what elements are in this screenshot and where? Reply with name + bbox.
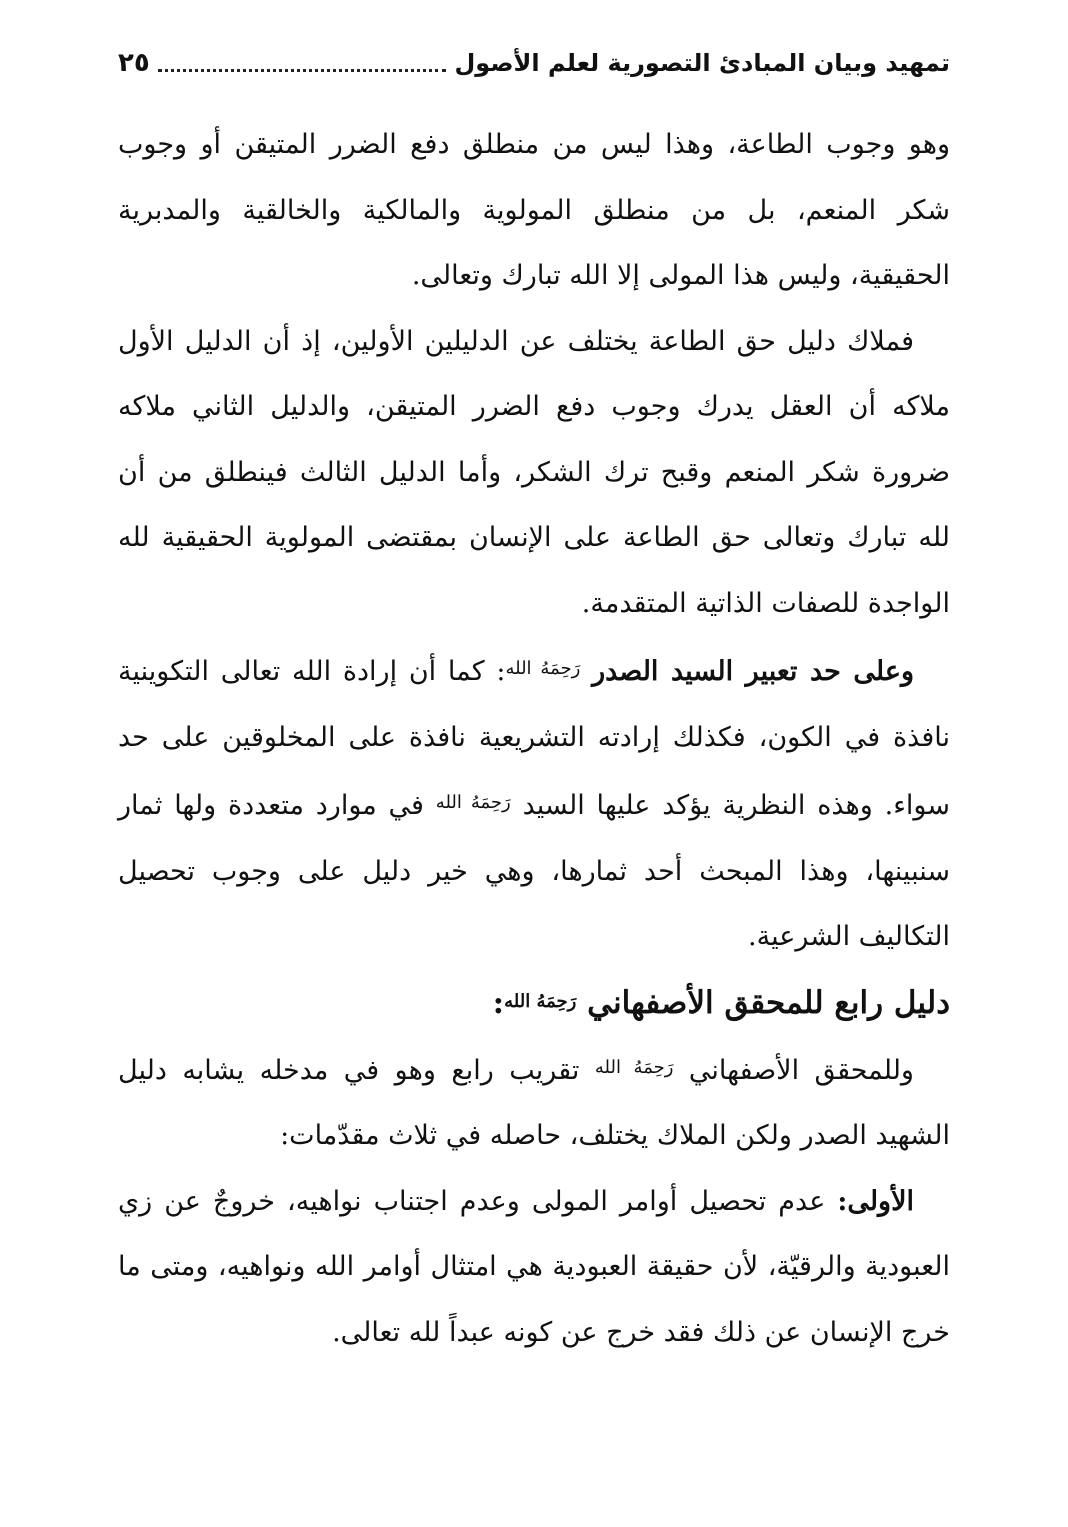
section-heading-colon: :	[492, 984, 505, 1021]
paragraph-3-lead: وعلى حد تعبير السيد الصدر	[592, 656, 914, 687]
running-header	[118, 40, 950, 86]
dotted-leader	[158, 69, 447, 72]
paragraph-3-text-1: : كما أن إرادة الله تعالى التكوينية نافذة في الكون، فكذلك إرادته التشريعية نافذة على المخلوقين على حد سواء. وهذه النظرية يؤكد عليها السيد	[118, 656, 950, 821]
paragraph-3	[118, 636, 950, 970]
section-heading	[118, 970, 950, 1035]
page-number: ٢٥	[118, 48, 150, 78]
paragraph-5	[118, 1169, 950, 1366]
paragraph-2: فملاك دليل حق الطاعة يختلف عن الدليلين الأولين، إذ أن الدليل الأول ملاكه أن العقل يدرك وجوب دفع الضرر المتيقن، والدليل الثاني ملاكه ضرورة شكر المنعم وقبح ترك الشكر، وأما الدليل الثالث فينطلق من أن لله تبارك وتعالى حق الطاعة على الإنسان بمقتضى المولوية الحقيقية لله الواجدة للصفات الذاتية المتقدمة.	[118, 325, 950, 619]
section-heading-text: دليل رابع للمحقق الأصفهاني	[587, 984, 950, 1021]
body-text	[118, 112, 950, 1365]
honorific-symbol: رَحِمَهُ الله	[594, 1056, 674, 1078]
paragraph-3-text-2: في موارد متعددة ولها ثمار سنبينها، وهذا المبحث أحد ثمارها، وهي خير دليل على وجوب تحصيل التكاليف الشرعية.	[118, 790, 950, 952]
honorific-symbol: رَحِمَهُ الله	[504, 990, 577, 1012]
paragraph-5-text: عدم تحصيل أوامر المولى وعدم اجتناب نواهيه، خروجٌ عن زي العبودية والرقيّة، لأن حقيقة العبودية هي امتثال أوامر الله ونواهيه، ومتى ما خرج الإنسان عن ذلك فقد خرج عن كونه عبداً لله تعالى.	[118, 1185, 950, 1348]
paragraph-4-text-2: تقريب رابع وهو في مدخله يشابه دليل الشهيد الصدر ولكن الملاك يختلف، حاصله في ثلاث مقدّمات:	[118, 1054, 950, 1151]
honorific-symbol: رَحِمَهُ الله	[435, 792, 511, 813]
paragraph-4-text-1: وللمحقق الأصفهاني	[688, 1054, 914, 1086]
paragraph-5-lead: الأولى:	[837, 1185, 914, 1217]
paragraph-4	[118, 1035, 950, 1169]
running-title: تمهيد وبيان المبادئ التصورية لعلم الأصول	[454, 49, 950, 77]
honorific-symbol: رَحِمَهُ الله	[505, 658, 581, 679]
paragraph-1: وهو وجوب الطاعة، وهذا ليس من منطلق دفع الضرر المتيقن أو وجوب شكر المنعم، بل من منطلق المولوية والمالكية والخالقية والمدبرية الحقيقية، وليس هذا المولى إلا الله تبارك وتعالى.	[118, 129, 950, 291]
